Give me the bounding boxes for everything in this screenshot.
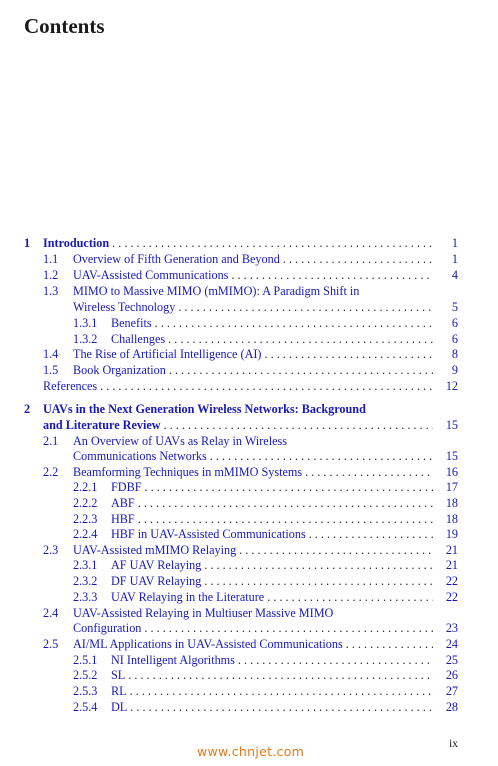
toc-entry[interactable] (0, 417, 498, 433)
toc-entry-number: 2.2.1 (73, 480, 98, 494)
toc-entry-number: 2.3.3 (73, 590, 98, 604)
dot-leader (169, 362, 433, 378)
dot-leader (204, 573, 433, 589)
dot-leader (204, 557, 433, 573)
dot-leader (238, 652, 433, 668)
toc-entry-title[interactable]: UAV-Assisted Relaying in Multiuser Massive MIMO (73, 606, 334, 620)
toc-entry-title[interactable]: Configuration (73, 621, 142, 635)
toc-entry-title[interactable]: SL (111, 668, 126, 682)
toc-page-number[interactable]: 16 (445, 465, 458, 479)
dot-leader (309, 526, 433, 542)
toc-entry-title[interactable]: UAV-Assisted Communications (73, 268, 229, 282)
toc-entry[interactable] (0, 620, 498, 636)
toc-page-number[interactable]: 22 (445, 574, 458, 588)
toc-page-number[interactable]: 22 (445, 590, 458, 604)
toc-entry-number: 2.2.2 (73, 496, 98, 510)
toc-entry-number: 2.2.4 (73, 527, 98, 541)
toc-entry-title[interactable]: UAVs in the Next Generation Wireless Networks: Background (43, 402, 366, 416)
toc-page-number[interactable]: 6 (451, 316, 458, 330)
toc-entry[interactable] (0, 433, 498, 449)
toc-page-number[interactable]: 26 (445, 668, 458, 682)
toc-entry-number: 2.2 (43, 465, 59, 479)
toc-entry-number: 2.4 (43, 606, 59, 620)
toc-entry-title[interactable]: MIMO to Massive MIMO (mMIMO): A Paradigm Shift in (73, 284, 360, 298)
dot-leader (112, 235, 433, 251)
dot-leader (144, 620, 433, 636)
toc-entry-title[interactable]: RL (111, 684, 127, 698)
toc-entry-number: 2.2.3 (73, 512, 98, 526)
toc-entry-number: 2.5.4 (73, 700, 98, 714)
dot-leader (145, 479, 434, 495)
toc-entry[interactable] (0, 652, 498, 668)
toc-entry-title[interactable]: Book Organization (73, 363, 166, 377)
toc-page-number[interactable]: 4 (451, 268, 458, 282)
toc-page-number[interactable]: 1 (451, 236, 458, 250)
toc-entry-title[interactable]: AI/ML Applications in UAV-Assisted Communications (73, 637, 343, 651)
toc-entry-title[interactable]: NI Intelligent Algorithms (111, 653, 235, 667)
dot-leader (267, 589, 433, 605)
toc-entry[interactable] (0, 589, 498, 605)
dot-leader (138, 495, 433, 511)
dot-leader (164, 417, 433, 433)
toc-entry-title[interactable]: Communications Networks (73, 449, 207, 463)
toc-entry-title[interactable]: Overview of Fifth Generation and Beyond (73, 252, 280, 266)
toc-entry[interactable] (0, 557, 498, 573)
dot-leader (138, 511, 433, 527)
toc-page-number[interactable]: 24 (445, 637, 458, 651)
toc-entry[interactable] (0, 636, 498, 652)
toc-entry[interactable] (0, 378, 498, 394)
toc-page-number[interactable]: 28 (445, 700, 458, 714)
dot-leader (100, 378, 433, 394)
dot-leader (168, 331, 433, 347)
toc-entry-title[interactable]: Benefits (111, 316, 152, 330)
dot-leader (305, 464, 433, 480)
toc-entry[interactable] (0, 479, 498, 495)
toc-entry-title[interactable]: The Rise of Artificial Intelligence (AI) (73, 347, 262, 361)
toc-entry[interactable] (0, 331, 498, 347)
dot-leader (210, 448, 433, 464)
toc-entry-title[interactable]: DL (111, 700, 128, 714)
dot-leader (155, 315, 433, 331)
toc-entry[interactable] (0, 362, 498, 378)
toc-entry-number: 2.3.1 (73, 558, 98, 572)
toc-page-number[interactable]: 21 (445, 558, 458, 572)
toc-entry[interactable] (0, 667, 498, 683)
toc-page-number[interactable]: 25 (445, 653, 458, 667)
toc-entry-number: 2.3.2 (73, 574, 98, 588)
toc-entry[interactable] (0, 401, 498, 417)
toc-page-number[interactable]: 12 (445, 379, 458, 393)
toc-entry-number: 2.5 (43, 637, 59, 651)
toc-entry[interactable] (0, 448, 498, 464)
toc-entry-number: 1 (24, 236, 31, 250)
dot-leader (239, 542, 433, 558)
page-title: Contents (24, 14, 105, 38)
toc-entry-number: 1.1 (43, 252, 59, 266)
toc-entry-title[interactable]: DF UAV Relaying (111, 574, 202, 588)
dot-leader (265, 346, 434, 362)
toc-entry-title[interactable]: Beamforming Techniques in mMIMO Systems (73, 465, 303, 479)
toc-entry[interactable] (0, 573, 498, 589)
toc-entry-title[interactable]: and Literature Review (43, 418, 161, 432)
toc-entry-number: 1.3 (43, 284, 59, 298)
toc-entry[interactable] (0, 605, 498, 621)
toc-entry[interactable] (0, 235, 498, 251)
toc-entry[interactable] (0, 683, 498, 699)
toc-entry-number: 1.5 (43, 363, 59, 377)
toc-entry[interactable] (0, 464, 498, 480)
toc-entry[interactable] (0, 346, 498, 362)
dot-leader (130, 699, 433, 715)
toc-entry-title[interactable]: Challenges (111, 332, 166, 346)
toc-entry-title[interactable]: Wireless Technology (73, 300, 176, 314)
toc-entry-title[interactable]: HBF (111, 512, 135, 526)
toc-entry-title[interactable]: UAV Relaying in the Literature (111, 590, 265, 604)
toc-page-number[interactable]: 23 (445, 621, 458, 635)
toc-page-number[interactable]: 27 (445, 684, 458, 698)
toc-entry-title[interactable]: ABF (111, 496, 135, 510)
toc-entry[interactable] (0, 495, 498, 511)
toc-entry-title[interactable]: An Overview of UAVs as Relay in Wireless (73, 434, 287, 448)
page-number: ix (449, 738, 458, 750)
toc-entry-number: 2.1 (43, 434, 59, 448)
toc-entry-number: 1.3.2 (73, 332, 98, 346)
toc-page-number[interactable]: 17 (445, 480, 458, 494)
toc-entry[interactable] (0, 526, 498, 542)
toc-entry[interactable] (0, 251, 498, 267)
toc-page-number[interactable]: 21 (445, 543, 458, 557)
dot-leader (283, 251, 433, 267)
dot-leader (130, 683, 433, 699)
toc-entry[interactable] (0, 283, 498, 299)
toc-entry-number: 1.4 (43, 347, 59, 361)
toc-entry-title[interactable]: FDBF (111, 480, 142, 494)
toc-page-number[interactable]: 5 (451, 300, 458, 314)
toc-entry-title[interactable]: AF UAV Relaying (111, 558, 202, 572)
dot-leader (178, 299, 433, 315)
dot-leader (128, 667, 433, 683)
watermark-text: www.chnjet.com (197, 744, 305, 759)
toc-entry[interactable] (0, 511, 498, 527)
toc-entry-title[interactable]: HBF in UAV-Assisted Communications (111, 527, 306, 541)
toc-entry-number: 2.5.1 (73, 653, 98, 667)
toc-entry[interactable] (0, 299, 498, 315)
dot-leader (231, 267, 433, 283)
toc-entry-title[interactable]: Introduction (43, 236, 110, 250)
toc-entry[interactable] (0, 315, 498, 331)
toc-entry-number: 2.3 (43, 543, 59, 557)
toc-entry-number: 1.2 (43, 268, 59, 282)
toc-entry-number: 2 (24, 402, 31, 416)
toc-entry[interactable] (0, 699, 498, 715)
toc-page-number[interactable]: 18 (445, 496, 458, 510)
toc-entry[interactable] (0, 267, 498, 283)
toc-page-number[interactable]: 1 (451, 252, 458, 266)
toc-entry[interactable] (0, 542, 498, 558)
toc-page-number[interactable]: 15 (445, 418, 458, 432)
toc-page-number[interactable]: 19 (445, 527, 458, 541)
toc-page-number[interactable]: 15 (445, 449, 458, 463)
toc-entry-title[interactable]: UAV-Assisted mMIMO Relaying (73, 543, 237, 557)
toc-entry-title[interactable]: References (43, 379, 98, 393)
toc-entry-number: 1.3.1 (73, 316, 98, 330)
toc-page-number[interactable]: 6 (451, 332, 458, 346)
toc-entry-number: 2.5.2 (73, 668, 98, 682)
toc-entry-number: 2.5.3 (73, 684, 98, 698)
toc-page-number[interactable]: 8 (451, 347, 458, 361)
toc-page-number[interactable]: 9 (451, 363, 458, 377)
dot-leader (346, 636, 433, 652)
toc-page-number[interactable]: 18 (445, 512, 458, 526)
